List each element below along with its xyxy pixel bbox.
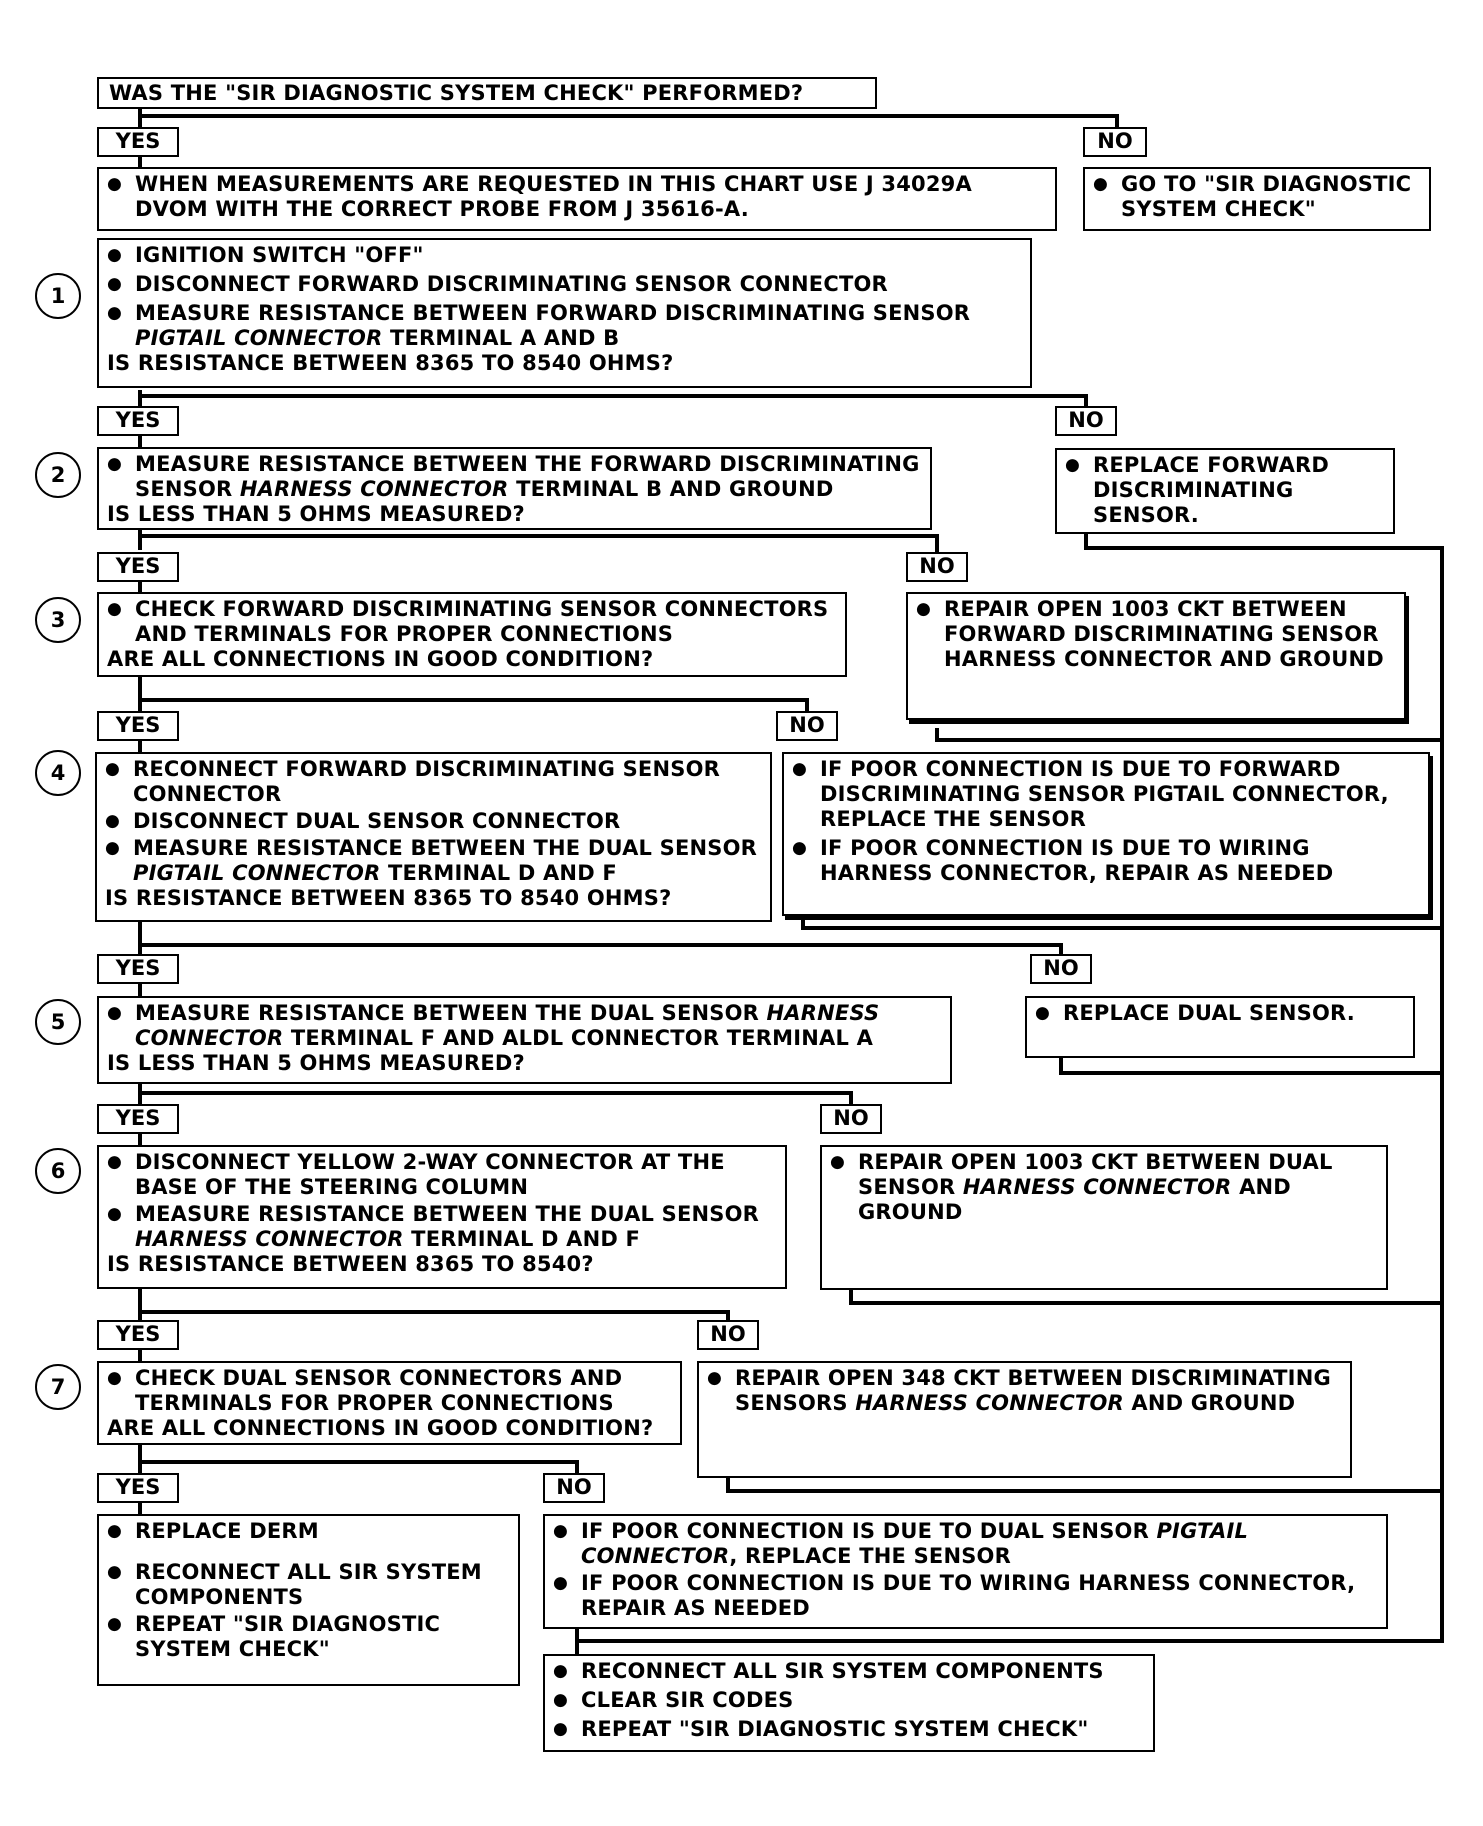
step-7-question: ARE ALL CONNECTIONS IN GOOD CONDITION? — [107, 1416, 654, 1440]
step-2-no-text: ● REPAIR OPEN 1003 CKT BETWEEN FORWARD DISCRIMINATING SENSOR HARNESS CONNECTOR AND GROUND — [916, 597, 1396, 672]
step-3-no-box — [782, 752, 1430, 916]
step-6-no-box — [697, 1361, 1352, 1478]
step-4-bullet-3-text: MEASURE RESISTANCE BETWEEN THE DUAL SENSOR — [133, 836, 758, 860]
top-no-text: ● GO TO "SIR DIAGNOSTIC SYSTEM CHECK" — [1093, 172, 1421, 222]
step-2-bullet-1-text-end: TERMINAL B AND GROUND — [508, 477, 834, 501]
step-7-no-bullet-1-emphasis: PIGTAIL CONNECTOR — [581, 1519, 1249, 1568]
step-1-bullet-2: ● DISCONNECT FORWARD DISCRIMINATING SENSOR CONNECTOR — [107, 272, 1022, 297]
step-5-no-text-start: REPAIR OPEN 1003 CKT BETWEEN DUAL SENSOR — [858, 1150, 1333, 1199]
step-6-no-text — [707, 1366, 1342, 1416]
step-2-bullet-1-emphasis: HARNESS CONNECTOR — [239, 477, 509, 501]
step-1-no-box — [1055, 448, 1395, 534]
step-7-box — [97, 1361, 682, 1445]
step-1-no-label: NO — [1055, 406, 1117, 436]
step-6-bullet-2-text-end: TERMINAL D AND F — [403, 1227, 641, 1251]
step-7-bullet-1: ● CHECK DUAL SENSOR CONNECTORS AND TERMINALS FOR PROPER CONNECTIONS — [107, 1366, 672, 1416]
step-6-bullet-2 — [107, 1202, 777, 1252]
step-2-question: IS LESS THAN 5 OHMS MEASURED? — [107, 502, 525, 526]
top-yes-label: YES — [97, 127, 179, 157]
step-4-bullet-3-emphasis: PIGTAIL CONNECTOR — [133, 861, 381, 885]
top-yes-text: ● WHEN MEASUREMENTS ARE REQUESTED IN THIS CHART USE J 34029A DVOM WITH THE CORRECT PROBE FROM J 35616-A. — [107, 172, 1047, 222]
step-5-marker: 5 — [35, 999, 81, 1045]
step-4-box — [95, 752, 772, 922]
step-5-no-text-end: AND GROUND — [858, 1175, 1291, 1224]
step-3-no-bullet-2: ● IF POOR CONNECTION IS DUE TO WIRING HARNESS CONNECTOR, REPAIR AS NEEDED — [792, 836, 1420, 886]
step-2-marker: 2 — [35, 452, 81, 498]
step-2-yes-label: YES — [97, 552, 179, 582]
step-7-yes-box — [97, 1514, 520, 1686]
step-3-no-bullet-1: ● IF POOR CONNECTION IS DUE TO FORWARD DISCRIMINATING SENSOR PIGTAIL CONNECTOR, REPLACE THE SENSOR — [792, 757, 1420, 832]
step-5-no-box — [820, 1145, 1388, 1290]
step-7-no-bullet-2: ● IF POOR CONNECTION IS DUE TO WIRING HARNESS CONNECTOR, REPAIR AS NEEDED — [553, 1571, 1378, 1621]
step-1-box — [97, 238, 1032, 388]
step-4-marker: 4 — [35, 750, 81, 796]
step-7-yes-bullet-2: ● RECONNECT ALL SIR SYSTEM COMPONENTS — [107, 1560, 510, 1610]
step-7-yes-label: YES — [97, 1473, 179, 1503]
step-6-marker: 6 — [35, 1148, 81, 1194]
step-4-no-text: ● REPLACE DUAL SENSOR. — [1035, 1001, 1405, 1026]
step-5-no-label: NO — [820, 1104, 882, 1134]
step-4-bullet-3 — [105, 836, 762, 886]
top-question-box — [97, 77, 877, 109]
step-1-question: IS RESISTANCE BETWEEN 8365 TO 8540 OHMS? — [107, 351, 674, 375]
step-1-no-text: ● REPLACE FORWARD DISCRIMINATING SENSOR. — [1065, 453, 1385, 528]
step-5-no-text — [830, 1150, 1378, 1225]
step-5-box — [97, 996, 952, 1084]
step-2-no-label: NO — [906, 552, 968, 582]
top-yes-box — [97, 167, 1057, 231]
step-7-yes-bullet-1: ● REPLACE DERM — [107, 1519, 510, 1544]
step-2-bullet-1 — [107, 452, 922, 502]
step-1-bullet-3-text-end: TERMINAL A AND B — [382, 326, 620, 350]
step-4-bullet-1: ● RECONNECT FORWARD DISCRIMINATING SENSOR CONNECTOR — [105, 757, 762, 807]
step-1-bullet-3-emphasis: PIGTAIL CONNECTOR — [135, 326, 383, 350]
step-7-no-box — [543, 1514, 1388, 1629]
step-4-bullet-2: ● DISCONNECT DUAL SENSOR CONNECTOR — [105, 809, 762, 834]
step-5-bullet-1-text: MEASURE RESISTANCE BETWEEN THE DUAL SENSOR — [135, 1001, 767, 1025]
step-6-bullet-2-emphasis: HARNESS CONNECTOR — [135, 1227, 404, 1251]
step-1-marker: 1 — [35, 273, 81, 319]
top-question: WAS THE "SIR DIAGNOSTIC SYSTEM CHECK" PERFORMED? — [109, 81, 804, 105]
step-1-bullet-3-text: MEASURE RESISTANCE BETWEEN FORWARD DISCRIMINATING SENSOR — [135, 301, 971, 325]
step-7-no-label: NO — [543, 1473, 605, 1503]
step-3-no-label: NO — [776, 711, 838, 741]
step-6-question: IS RESISTANCE BETWEEN 8365 TO 8540? — [107, 1252, 594, 1276]
final-bullet-1: ● RECONNECT ALL SIR SYSTEM COMPONENTS — [553, 1659, 1145, 1684]
step-4-no-label: NO — [1030, 954, 1092, 984]
step-3-marker: 3 — [35, 597, 81, 643]
step-5-yes-label: YES — [97, 1104, 179, 1134]
final-box — [543, 1654, 1155, 1752]
step-5-bullet-1-text-end: TERMINAL F AND ALDL CONNECTOR TERMINAL A — [283, 1026, 874, 1050]
top-no-box — [1083, 167, 1431, 231]
step-2-no-box — [906, 592, 1406, 720]
step-6-no-label: NO — [697, 1320, 759, 1350]
step-4-no-box — [1025, 996, 1415, 1058]
step-7-no-bullet-1 — [553, 1519, 1378, 1569]
step-2-box — [97, 447, 932, 530]
step-5-bullet-1 — [107, 1001, 942, 1051]
top-no-label: NO — [1083, 127, 1147, 157]
step-5-bullet-1-emphasis: HARNESS CONNECTOR — [135, 1001, 880, 1050]
step-7-no-bullet-1-text: IF POOR CONNECTION IS DUE TO DUAL SENSOR — [581, 1519, 1157, 1543]
step-1-bullet-1: ● IGNITION SWITCH "OFF" — [107, 243, 1022, 268]
final-bullet-3: ● REPEAT "SIR DIAGNOSTIC SYSTEM CHECK" — [553, 1717, 1145, 1742]
step-7-no-bullet-1-text-end: , REPLACE THE SENSOR — [729, 1544, 1011, 1568]
step-1-bullet-3 — [107, 301, 1022, 351]
step-4-yes-label: YES — [97, 954, 179, 984]
step-3-box — [97, 592, 847, 677]
step-6-no-text-end: AND GROUND — [1123, 1391, 1296, 1415]
step-6-box — [97, 1145, 787, 1289]
final-bullet-2: ● CLEAR SIR CODES — [553, 1688, 1145, 1713]
step-6-yes-label: YES — [97, 1320, 179, 1350]
step-6-bullet-1: ● DISCONNECT YELLOW 2-WAY CONNECTOR AT THE BASE OF THE STEERING COLUMN — [107, 1150, 777, 1200]
step-6-bullet-2-text: MEASURE RESISTANCE BETWEEN THE DUAL SENSOR — [135, 1202, 760, 1226]
step-7-yes-bullet-3: ● REPEAT "SIR DIAGNOSTIC SYSTEM CHECK" — [107, 1612, 510, 1662]
step-4-bullet-3-text-end: TERMINAL D AND F — [380, 861, 617, 885]
step-6-no-text-start: REPAIR OPEN 348 CKT BETWEEN DISCRIMINATING SENSORS — [735, 1366, 1331, 1415]
step-5-question: IS LESS THAN 5 OHMS MEASURED? — [107, 1051, 525, 1075]
step-2-bullet-1-text: MEASURE RESISTANCE BETWEEN THE FORWARD DISCRIMINATING SENSOR — [135, 452, 920, 501]
step-1-yes-label: YES — [97, 406, 179, 436]
step-4-question: IS RESISTANCE BETWEEN 8365 TO 8540 OHMS? — [105, 886, 672, 910]
step-3-bullet-1: ● CHECK FORWARD DISCRIMINATING SENSOR CONNECTORS AND TERMINALS FOR PROPER CONNECTIONS — [107, 597, 837, 647]
step-7-marker: 7 — [35, 1364, 81, 1410]
step-5-no-emphasis: HARNESS CONNECTOR — [962, 1175, 1232, 1199]
step-3-yes-label: YES — [97, 711, 179, 741]
step-3-question: ARE ALL CONNECTIONS IN GOOD CONDITION? — [107, 647, 654, 671]
step-6-no-emphasis: HARNESS CONNECTOR — [855, 1391, 1124, 1415]
